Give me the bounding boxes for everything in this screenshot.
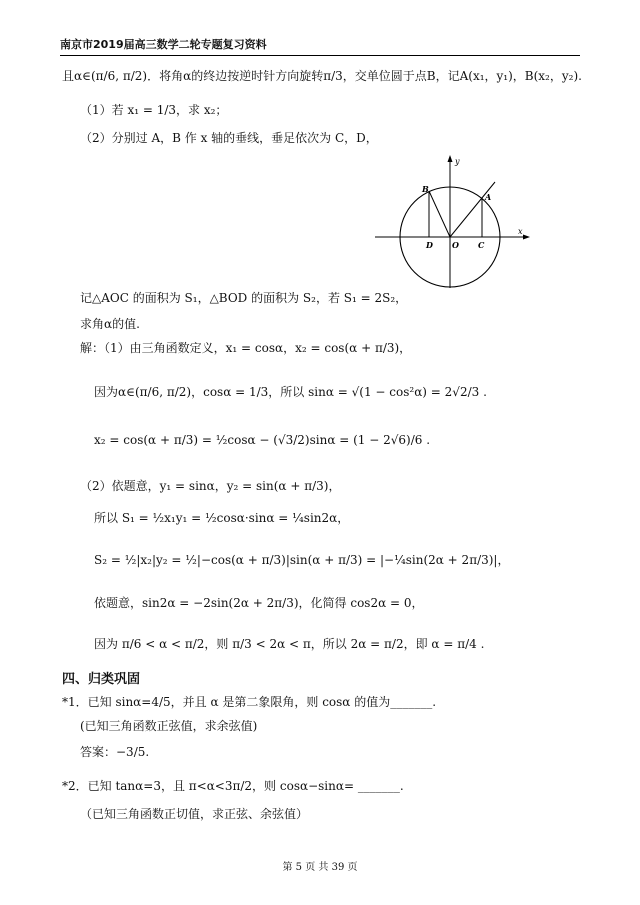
solution-line-7: 依题意，sin2α = −2sin(2α + 2π/3)，化简得 cos2α = 0， [94,596,424,610]
exercise-2: *2．已知 tanα=3，且 π<α<3π/2，则 cosα−sinα= _______. [62,779,404,793]
problem-ask: 求角α的值. [80,317,140,331]
unit-circle-figure [370,150,535,290]
solution-line-8: 因为 π/6 < α < π/2，则 π/3 < 2α < π，所以 2α = π/2，即 α = π/4 . [94,637,485,651]
point-d-label: D [426,240,433,250]
page-footer: 第 5 页 共 39 页 [282,862,358,873]
solution-line-2: 因为α∈(π/6, π/2)，cosα = 1/3，所以 sinα = √(1 − cos²α) = 2√2/3 . [94,385,487,399]
problem-condition: 记△AOC 的面积为 S₁，△BOD 的面积为 S₂，若 S₁ = 2S₂， [80,291,408,305]
exercise-2-note: （已知三角函数正切值，求正弦、余弦值） [80,807,309,821]
point-b-label: B [422,184,429,194]
exercise-1-answer: 答案：−3/5. [80,745,150,759]
problem-part-2: （2）分别过 A，B 作 x 轴的垂线，垂足依次为 C，D， [80,131,378,145]
point-c-label: C [478,240,485,250]
problem-intro: 且α∈(π/6, π/2)．将角α的终边按逆时针方向旋转π/3，交单位圆于点B，记A(x₁，y₁)，B(x₂，y₂). [62,69,582,83]
section-title: 四、归类巩固 [62,672,141,687]
solution-line-3: x₂ = cos(α + π/3) = ½cosα − (√3/2)sinα = (1 − 2√6)/6 . [94,433,431,447]
exercise-1: *1．已知 sinα=4/5，并且 α 是第二象限角，则 cosα 的值为_______. [62,695,437,709]
solution-line-5: 所以 S₁ = ½x₁y₁ = ½cosα·sinα = ¼sin2α， [94,511,350,525]
point-a-label: A [485,192,492,202]
x-axis-label: x [518,227,523,236]
problem-part-1: （1）若 x₁ = 1/3，求 x₂； [80,103,228,117]
solution-line-4: （2）依题意，y₁ = sinα，y₂ = sin(α + π/3)， [80,479,341,493]
exercise-1-note: (已知三角函数正弦值，求余弦值) [80,719,258,733]
solution-line-6: S₂ = ½|x₂|y₂ = ½|−cos(α + π/3)|sin(α + π/3) = |−¼sin(2α + 2π/3)|， [94,553,510,567]
origin-label: O [452,240,459,250]
y-axis-label: y [455,157,460,166]
solution-line-1: 解：（1）由三角函数定义，x₁ = cosα，x₂ = cos(α + π/3)， [80,341,412,355]
page-header: 南京市2019届高三数学二轮专题复习资料 [60,36,580,56]
